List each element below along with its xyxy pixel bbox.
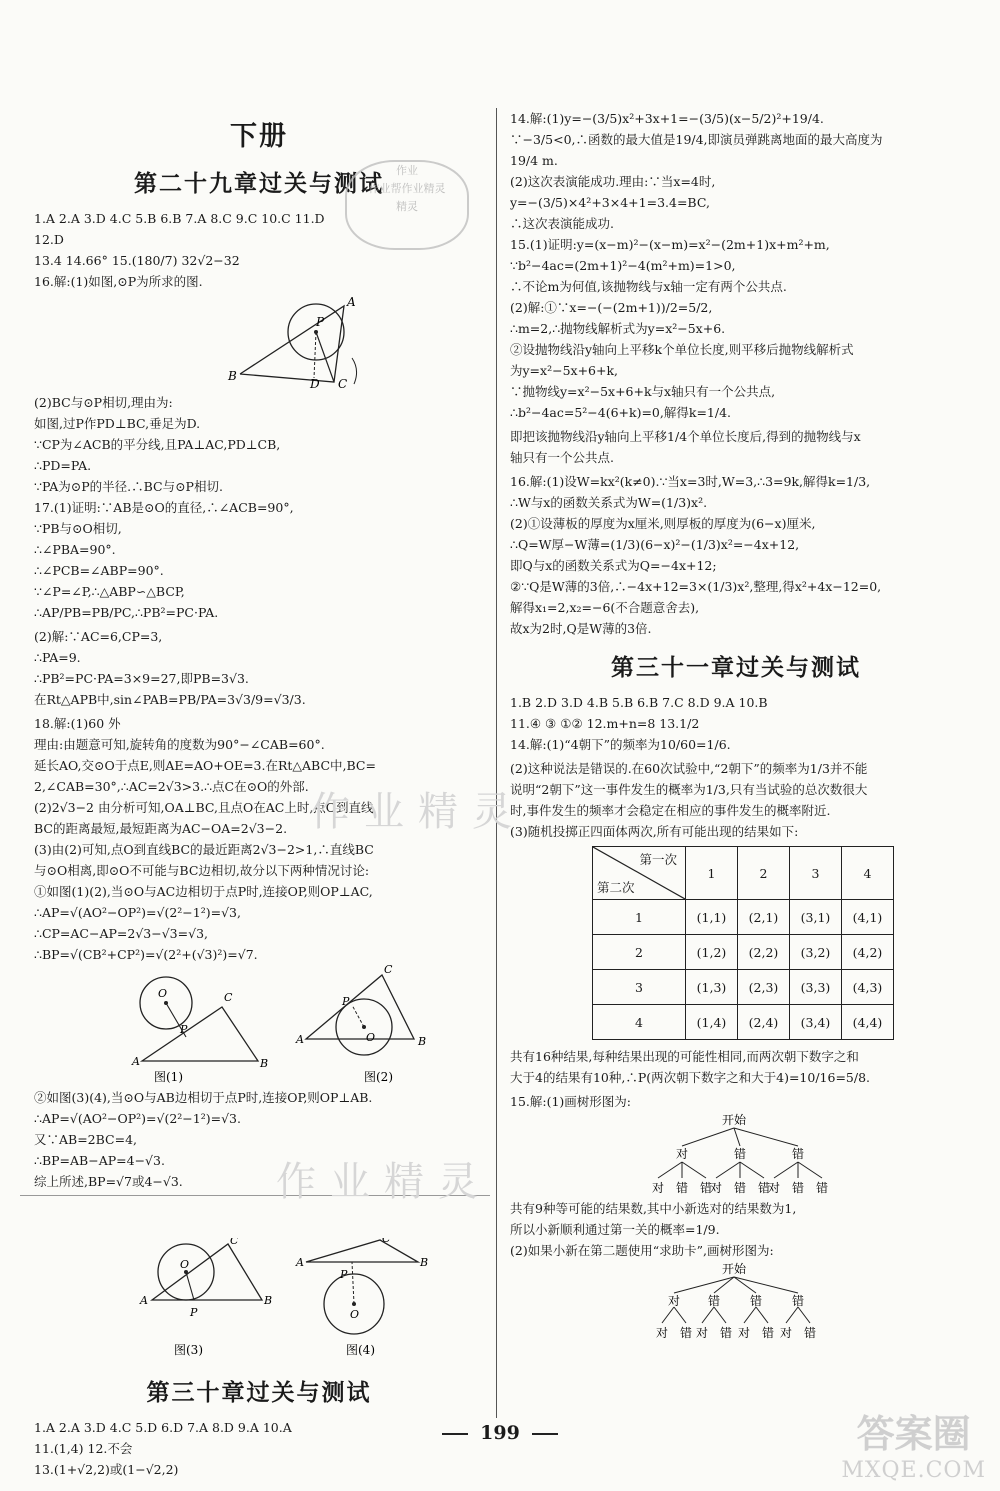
solution-line: 14.解:(1)y=−(3/5)x²+3x+1=−(3/5)(x−5/2)²+19/4. [510, 111, 824, 126]
tree2-node: 错 [792, 1294, 805, 1308]
svg-text:A: A [140, 1294, 148, 1307]
svg-text:P: P [342, 995, 350, 1008]
table-cell: (3,2) [790, 935, 842, 970]
solution-line: 又∵AB=2BC=4, [34, 1132, 138, 1147]
solution-line: (2)2√3−2 由分析可知,OA⊥BC,且点O在AC上时,点O到直线 [34, 800, 374, 815]
solution-line: ∵PB与⊙O相切, [34, 521, 122, 536]
svg-text:B: B [264, 1294, 273, 1307]
table-header: 4 [842, 847, 894, 900]
solution-line: (2)①设薄板的厚度为x厘米,则厚板的厚度为(6−x)厘米, [510, 516, 816, 531]
table-cell: (2,2) [738, 935, 790, 970]
watermark-text: 作业精灵 [310, 789, 526, 835]
solution-line: ∴W与x的函数关系式为W=(1/3)x². [510, 495, 708, 510]
table-cell: (1,2) [686, 935, 738, 970]
solution-line: ∵∠P=∠P,∴△ABP∽△BCP, [34, 584, 185, 599]
tree1-leaf: 错 [676, 1181, 689, 1194]
watermark-text: 作业精灵 [276, 1159, 492, 1205]
answer-line: 1.A 2.A 3.D 4.C 5.B 6.B 7.A 8.C 9.C 10.C 11.D [34, 211, 325, 226]
table-cell: (4,4) [842, 1005, 894, 1040]
solution-line: ①如图(1)(2),当⊙O与AC边相切于点P时,连接OP,则OP⊥AC, [34, 884, 373, 899]
solution-line: ∴AP=√(AO²−OP²)=√(2²−1²)=√3, [34, 905, 241, 920]
solution-line: ②∵Q是W薄的3倍,∴−4x+12=3×(1/3)x²,整理,得x²+4x−12=0, [510, 579, 882, 594]
corner-bottom-label: 第二次 [597, 880, 635, 895]
solution-line: ∴不论m为何值,该抛物线与x轴一定有两个公共点. [510, 279, 787, 294]
right-column [510, 108, 962, 1343]
solution-line: ∴m=2,∴抛物线解析式为y=x²−5x+6. [510, 321, 726, 336]
table-cell: (2,4) [738, 1005, 790, 1040]
solution-line: 在Rt△APB中,sin∠PAB=PB/PA=3√3/9=√3/3. [34, 692, 306, 707]
answer-line: (3)随机投掷正四面体两次,所有可能出现的结果如下: [510, 824, 799, 839]
page-number: 199 [0, 1422, 1000, 1444]
table-corner [593, 847, 686, 900]
solution-line: ∵抛物线y=x²−5x+6+k与x轴只有一个公共点, [510, 384, 776, 399]
solution-line: ∵CP为∠ACB的平分线,且PA⊥AC,PD⊥CB, [34, 437, 281, 452]
answer-line: 12.D [34, 232, 64, 247]
solution-line: ∴PD=PA. [34, 458, 92, 473]
tree1-leaf: 错 [700, 1181, 713, 1194]
tree1-node: 对 [676, 1147, 689, 1161]
svg-text:B: B [420, 1256, 429, 1269]
solution-line: 2,∠CAB=30°,∴AC=2√3>3.∴点C在⊙O的外部. [34, 779, 309, 794]
site-logo: 答案圈 MXQE.COM [841, 1411, 986, 1483]
solution-line: (2)解:①∵x=−(−(2m+1))/2=5/2, [510, 300, 713, 315]
tree1-leaf: 错 [734, 1181, 747, 1194]
table-cell: (1,3) [686, 970, 738, 1005]
chapter-29-title: 第二十九章过关与测试 [134, 170, 384, 197]
table-row [593, 1005, 894, 1040]
solution-line: (2)BC与⊙P相切,理由为: [34, 395, 173, 410]
corner-top-label: 第一次 [639, 852, 677, 867]
label-d: D [310, 377, 320, 388]
solution-line: ∵b²−4ac=(2m+1)²−4(m²+m)=1>0, [510, 258, 736, 273]
tree2-leaf: 对 [696, 1326, 709, 1339]
answer-line: 16.解:(1)如图,⊙P为所求的图. [34, 274, 203, 289]
svg-text:P: P [180, 1023, 188, 1036]
solution-line: 轴只有一个公共点. [510, 450, 614, 465]
solution-line: ∴PB²=PC·PA=3×9=27,即PB=3√3. [34, 671, 249, 686]
solution-line: ②如图(3)(4),当⊙O与AB边相切于点P时,连接OP,则OP⊥AB. [34, 1090, 373, 1105]
solution-line: ∴CP=AC−AP=2√3−√3=√3, [34, 926, 209, 941]
answer-line: 1.B 2.D 3.D 4.B 5.B 6.B 7.C 8.D 9.A 10.B [510, 695, 768, 710]
svg-text:O: O [366, 1031, 376, 1044]
answer-line: 11.④ ③ ①② 12.m+n=8 13.1/2 [510, 716, 700, 731]
solution-line: ∴b²−4ac=5²−4(6+k)=0,解得k=1/4. [510, 405, 732, 420]
svg-text:A: A [296, 1033, 304, 1046]
solution-line: 延长AO,交⊙O于点E,则AE=AO+OE=3.在Rt△ABC中,BC= [34, 758, 376, 773]
solution-line: (2)如果小新在第二题使用“求助卡”,画树形图为: [510, 1243, 774, 1258]
solution-line: ∴这次表演能成功. [510, 216, 614, 231]
svg-text:C: C [382, 1238, 391, 1245]
fig4-caption: 图(4) [346, 1343, 375, 1357]
label-c: C [338, 377, 348, 388]
tree2-root: 开始 [722, 1262, 747, 1276]
svg-text:C: C [230, 1238, 239, 1247]
solution-line: ∵−3/5<0,∴函数的最大值是19/4,即演员弹跳离地面的最大高度为 [510, 132, 883, 147]
tree1-root: 开始 [722, 1113, 747, 1127]
solution-line: (2)这次表演能成功.理由:∵当x=4时, [510, 174, 716, 189]
tree2-leaf: 对 [780, 1326, 793, 1339]
solution-line: 共有16种结果,每种结果出现的可能性相同,而两次朝下数字之和 [510, 1049, 859, 1064]
table-cell: (3,3) [790, 970, 842, 1005]
table-header: 2 [738, 847, 790, 900]
table-header: 3 [790, 847, 842, 900]
fig1-caption: 图(1) [154, 1070, 183, 1083]
svg-text:O: O [350, 1308, 360, 1321]
table-cell: (4,3) [842, 970, 894, 1005]
figure-circle-p-triangle [34, 292, 484, 388]
table-row [593, 935, 894, 970]
svg-text:A: A [132, 1055, 140, 1068]
table-cell: (4,2) [842, 935, 894, 970]
chapter-31-title: 第三十一章过关与测试 [611, 654, 861, 681]
tree2-leaf: 对 [656, 1326, 669, 1339]
solution-line: (3)由(2)可知,点O到直线BC的最近距离2√3−2>1,∴直线BC [34, 842, 374, 857]
row-label: 2 [593, 935, 686, 970]
column-divider [496, 108, 497, 1418]
tree1-leaf: 错 [758, 1181, 771, 1194]
solution-line: 故x为2时,Q是W薄的3倍. [510, 621, 652, 636]
answer-line: 时,事件发生的频率才会稳定在相应的事件发生的概率附近. [510, 803, 831, 818]
solution-line: 17.(1)证明:∵AB是⊙O的直径,∴∠ACB=90°, [34, 500, 294, 515]
solution-line: 所以小新顺利通过第一关的概率=1/9. [510, 1222, 720, 1237]
fig2-caption: 图(2) [364, 1070, 393, 1083]
tree2-leaf: 对 [738, 1326, 751, 1339]
answer-line: (2)这种说法是错误的.在60次试验中,“2朝下”的频率为1/3并不能 [510, 761, 868, 776]
solution-line: ②设抛物线沿y轴向上平移k个单位长度,则平移后抛物线解析式 [510, 342, 854, 357]
row-label: 3 [593, 970, 686, 1005]
solution-line: ∴∠PCB=∠ABP=90°. [34, 563, 164, 578]
watermark-stamp: 作业 作业帮作业精灵 精灵 [345, 160, 469, 250]
svg-text:O: O [180, 1258, 190, 1271]
label-p: P [316, 315, 325, 329]
solution-line: 为y=x²−5x+6+k, [510, 363, 619, 378]
ch30-solutions [510, 108, 962, 639]
fig3-caption: 图(3) [174, 1343, 203, 1357]
solution-line: 15.(1)证明:y=(x−m)²−(x−m)=x²−(2m+1)x+m²+m, [510, 237, 830, 252]
tree2-leaf: 错 [720, 1326, 733, 1339]
table-cell: (3,4) [790, 1005, 842, 1040]
table-cell: (3,1) [790, 900, 842, 935]
answer-line: 说明“2朝下”这一事件发生的概率为1/3,只有当试验的总次数很大 [510, 782, 868, 797]
solution-line: y=−(3/5)×4²+3×4+1=3.4=BC, [510, 195, 710, 210]
answer-line: 13.4 14.66° 15.(180/7) 32√2−32 [34, 253, 240, 268]
table-header: 1 [686, 847, 738, 900]
solution-line: ∴PA=9. [34, 650, 81, 665]
solution-line: 理由:由题意可知,旋转角的度数为90°−∠CAB=60°. [34, 737, 325, 752]
solution-line: 即把该抛物线沿y轴向上平移1/4个单位长度后,得到的抛物线与x [510, 429, 861, 444]
solution-line: 共有9种等可能的结果数,其中小新选对的结果数为1, [510, 1201, 797, 1216]
svg-text:C: C [224, 991, 233, 1004]
table-cell: (2,3) [738, 970, 790, 1005]
solution-line: ∴AP/PB=PB/PC,∴PB²=PC·PA. [34, 605, 219, 620]
tree-conclusion [510, 1198, 962, 1261]
row-label: 1 [593, 900, 686, 935]
figure-1-2 [34, 965, 484, 1083]
solution-line: ∴∠PBA=90°. [34, 542, 116, 557]
solution-line: 解得x₁=2,x₂=−6(不合题意舍去), [510, 600, 700, 615]
svg-text:C: C [384, 965, 393, 976]
row-label: 4 [593, 1005, 686, 1040]
tree1-leaf: 对 [710, 1181, 723, 1194]
tree1-leaf: 对 [652, 1181, 665, 1194]
answer-line: 13.(1+√2,2)或(1−√2,2) [34, 1462, 179, 1477]
tree2-node: 错 [750, 1294, 763, 1308]
answer-line: 14.解:(1)“4朝下”的频率为10/60=1/6. [510, 737, 731, 752]
tree2-leaf: 错 [762, 1326, 775, 1339]
tree2-node: 错 [708, 1294, 721, 1308]
solution-line: 与⊙O相离,即⊙O不可能与BC边相切,故分以下两种情况讨论: [34, 863, 370, 878]
ch31-answers [510, 692, 962, 842]
label-a: A [347, 295, 356, 309]
q16-q18-solution [34, 392, 484, 965]
tree1-node: 错 [734, 1147, 747, 1161]
solution-line: ∴AP=√(AO²−OP²)=√(2²−1²)=√3. [34, 1111, 241, 1126]
tree1-leaf: 错 [792, 1181, 805, 1194]
tree-diagram-1 [510, 1112, 962, 1194]
tree1-node: 错 [792, 1147, 805, 1161]
answer-line: 11.(1,4) 12.不会 [34, 1441, 133, 1456]
solution-line: 15.解:(1)画树形图为: [510, 1094, 632, 1109]
svg-text:A: A [296, 1256, 304, 1269]
solution-line: 19/4 m. [510, 153, 558, 168]
book-title: 下册 [230, 121, 288, 152]
svg-text:P: P [340, 1268, 348, 1281]
solution-line: ∴Q=W厚−W薄=(1/3)(6−x)²−(1/3)x²=−4x+12, [510, 537, 800, 552]
table-row [593, 900, 894, 935]
table-cell: (1,4) [686, 1005, 738, 1040]
table-cell: (2,1) [738, 900, 790, 935]
solution-line: 16.解:(1)设W=kx²(k≠0).∵当x=3时,W=3,∴3=9k,解得k=1/3, [510, 474, 871, 489]
solution-line: 大于4的结果有10种,∴P(两次朝下数字之和大于4)=10/16=5/8. [510, 1070, 871, 1085]
chapter-30-title: 第三十章过关与测试 [146, 1379, 372, 1406]
tree2-leaf: 错 [680, 1326, 693, 1339]
solution-line: 即Q与x的函数关系式为Q=−4x+12; [510, 558, 717, 573]
figure-3-4 [34, 1238, 484, 1358]
tree-diagram-2 [510, 1261, 962, 1339]
tree2-node: 对 [668, 1294, 681, 1308]
table-cell: (1,1) [686, 900, 738, 935]
probability-conclusion [510, 1046, 962, 1112]
svg-text:B: B [418, 1035, 427, 1048]
tree1-leaf: 错 [816, 1181, 829, 1194]
tree2-leaf: 错 [804, 1326, 817, 1339]
solution-line: BC的距离最短,最短距离为AC−OA=2√3−2. [34, 821, 288, 836]
answer-line: 1.A 2.A 3.D 4.C 5.D 6.D 7.A 8.D 9.A 10.A [34, 1420, 292, 1435]
solution-line: 18.解:(1)60 外 [34, 716, 121, 731]
tree1-leaf: 对 [768, 1181, 781, 1194]
results-table [592, 846, 894, 1040]
table-cell: (4,1) [842, 900, 894, 935]
solution-line: ∵PA为⊙P的半径.∴BC与⊙P相切. [34, 479, 223, 494]
solution-line: 如图,过P作PD⊥BC,垂足为D. [34, 416, 201, 431]
svg-text:P: P [190, 1306, 198, 1319]
label-b: B [228, 369, 237, 383]
solution-line: ∴BP=AB−AP=4−√3. [34, 1153, 165, 1168]
svg-text:O: O [158, 987, 168, 1000]
solution-line: ∴BP=√(CB²+CP²)=√(2²+(√3)²)=√7. [34, 947, 258, 962]
table-row [593, 970, 894, 1005]
solution-line: (2)解:∵AC=6,CP=3, [34, 629, 163, 644]
svg-text:B: B [260, 1057, 269, 1070]
solution-line: 综上所述,BP=√7或4−√3. [34, 1174, 183, 1189]
